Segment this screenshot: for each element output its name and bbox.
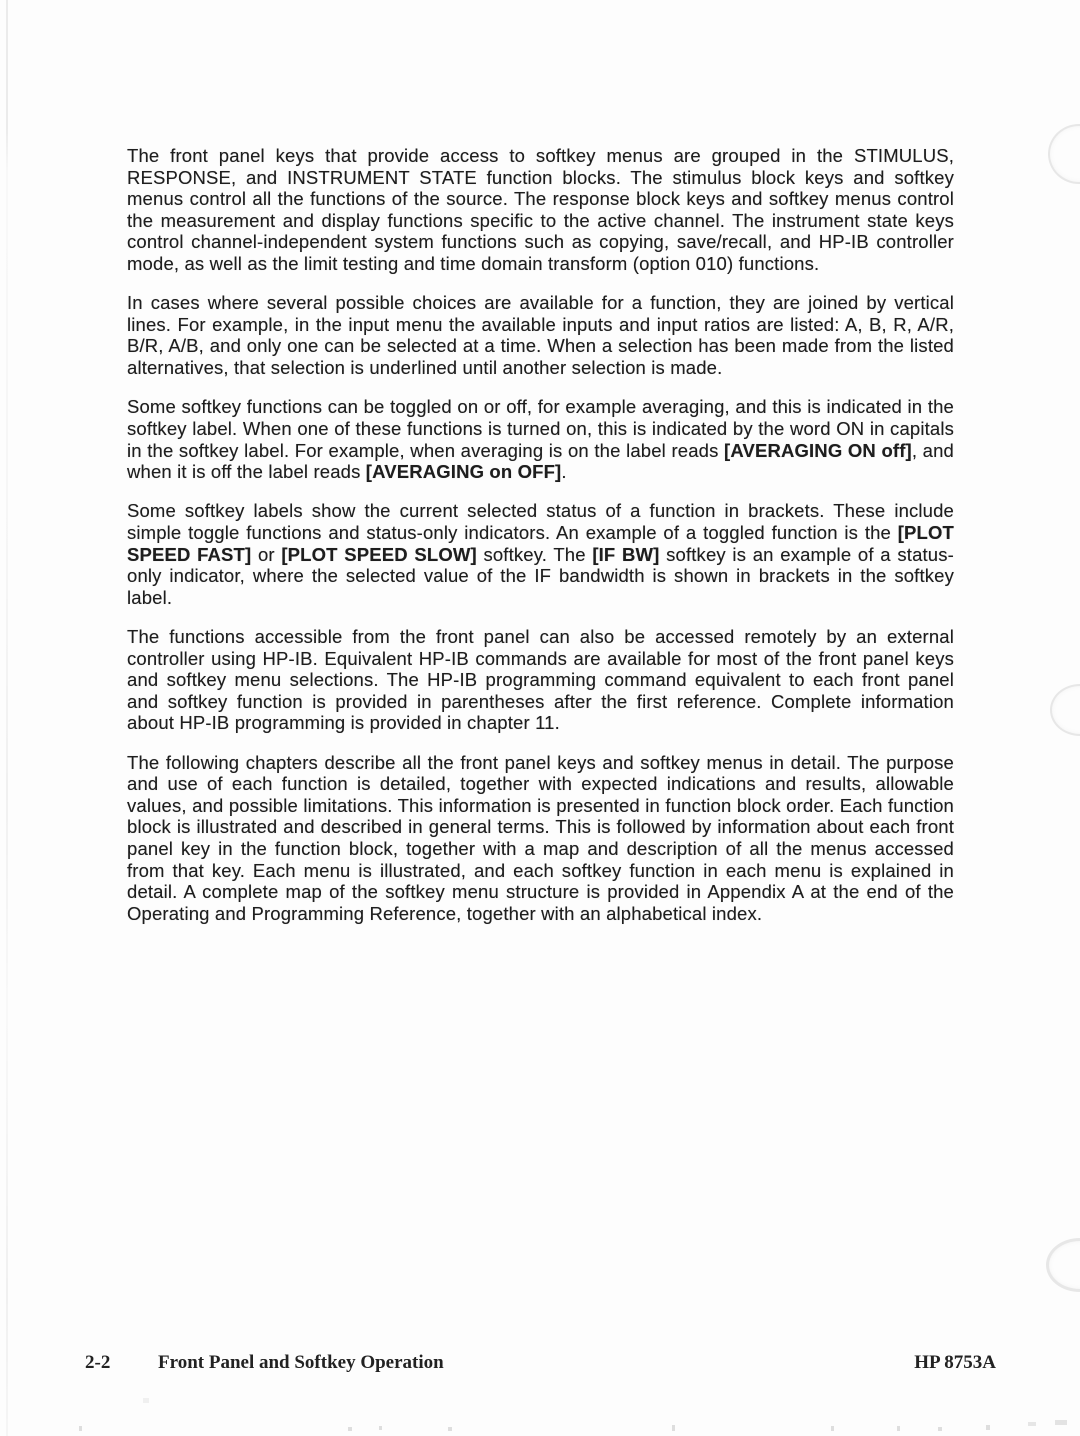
scan-speck	[986, 1425, 990, 1430]
body-paragraph: The front panel keys that provide access to softkey menus are grouped in the STIMULUS, RESPONSE, and INSTRUMENT STATE function blocks. The stimulus block keys and softkey menus control all the functions of the source. The response block keys and softkey menus control the measurement and display functions specific to the active channel. The instrument state keys control channel-independent system functions such as copying, save/recall, and HP-IB controller mode, as well as the limit testing and time domain transform (option 010) functions.	[127, 145, 954, 274]
body-paragraph: Some softkey functions can be toggled on or off, for example averaging, and this is indicated in the softkey label. When one of these functions is turned on, this is indicated by the word ON in capitals in the softkey label. For example, when averaging is on the label reads [AVERAGING ON off], and when it is off the label reads [AVERAGING on OFF].	[127, 396, 954, 483]
footer-page-number: 2-2	[85, 1352, 111, 1373]
scan-speck	[379, 1426, 382, 1430]
binder-ring-shadow	[1048, 124, 1080, 184]
scan-speck	[143, 1398, 149, 1403]
body-text	[127, 145, 954, 942]
scan-edge-line	[6, 0, 8, 1436]
page-footer	[0, 1352, 1080, 1378]
scan-speck	[938, 1427, 942, 1431]
body-paragraph: In cases where several possible choices are available for a function, they are joined by vertical lines. For example, in the input menu the available inputs and input ratios are listed: A, B, R, A/R, B/R, A/B, and only one can be selected at a time. When a selection has been made from the listed alternatives, that selection is underlined until another selection is made.	[127, 292, 954, 379]
scan-speck	[448, 1427, 452, 1431]
scan-speck	[348, 1427, 352, 1431]
binder-ring-shadow	[1046, 1238, 1080, 1292]
body-paragraph: The following chapters describe all the front panel keys and softkey menus in detail. The purpose and use of each function is detailed, together with expected indications and results, allowable values, and possible limitations. This information is presented in function block order. Each function block is illustrated and described in general terms. This is followed by information about each front panel key in the function block, together with a map and description of all the menus accessed from that key. Each menu is illustrated, and each softkey function in each menu is explained in detail. A complete map of the softkey menu structure is provided in Appendix A at the end of the Operating and Programming Reference, together with an alphabetical index.	[127, 751, 954, 924]
scan-speck	[672, 1425, 675, 1431]
footer-model-number: HP 8753A	[914, 1352, 996, 1373]
scan-speck	[79, 1426, 82, 1431]
binder-ring-shadow	[1050, 684, 1080, 736]
scan-speck	[1055, 1420, 1067, 1425]
footer-section-title: Front Panel and Softkey Operation	[158, 1352, 444, 1373]
scan-speck	[831, 1426, 834, 1431]
body-paragraph: Some softkey labels show the current selected status of a function in brackets. These include simple toggle functions and status-only indicators. An example of a toggled function is the [PLOT SPEED FAST] or [PLOT SPEED SLOW] softkey. The [IF BW] softkey is an example of a status-only indicator, where the selected value of the IF bandwidth is shown in brackets in the softkey label.	[127, 500, 954, 608]
body-paragraph: The functions accessible from the front panel can also be accessed remotely by an external controller using HP-IB. Equivalent HP-IB commands are available for most of the front panel keys and softkey menu selections. The HP-IB programming command equivalent to each front panel and softkey function is provided in parentheses after the first reference. Complete information about HP-IB programming is provided in chapter 11.	[127, 626, 954, 734]
scan-speck	[897, 1426, 900, 1431]
scan-speck	[1028, 1422, 1036, 1426]
